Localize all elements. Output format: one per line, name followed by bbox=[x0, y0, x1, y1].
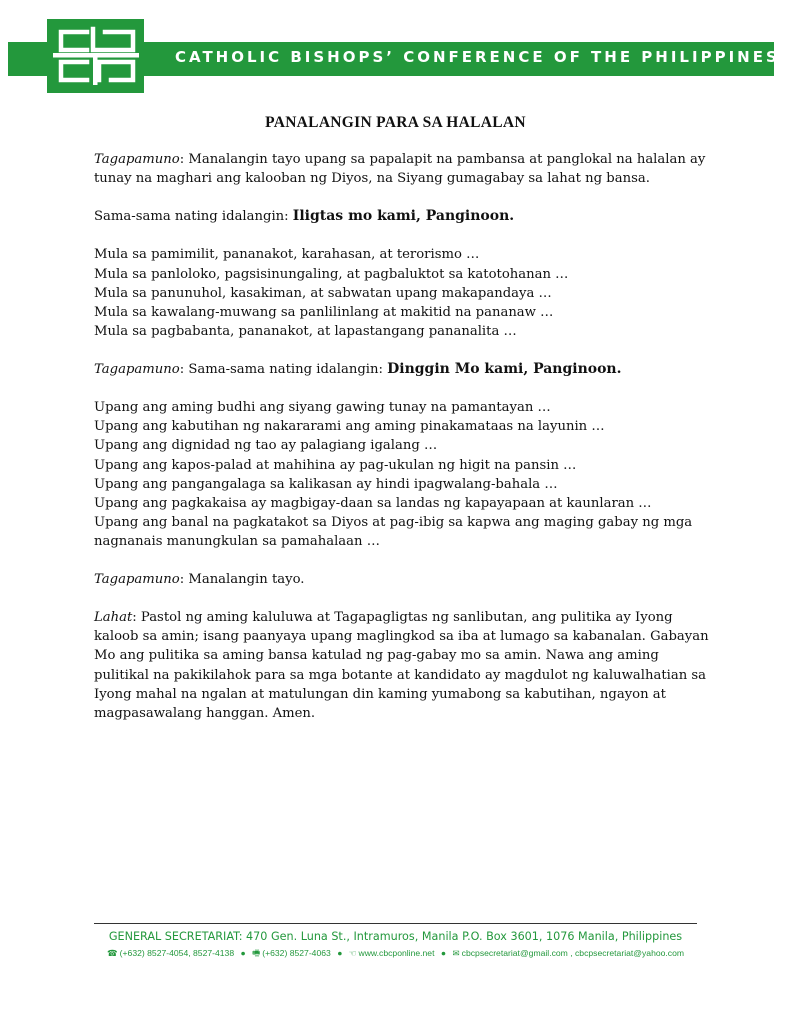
document-title: PANALANGIN PARA SA HALALAN bbox=[265, 114, 526, 131]
list-item: Upang ang pangangalaga sa kalikasan ay hindi ipagwalang-bahala … bbox=[94, 476, 558, 492]
phone-numbers: (+632) 8527-4054, 8527-4138 bbox=[119, 948, 235, 958]
list-item: Upang ang kapos-palad at mahihina ay pag-ukulan ng higit na pansin … bbox=[94, 457, 577, 473]
email-icon: ✉ bbox=[452, 948, 460, 958]
fax-number: (+632) 8527-4063 bbox=[262, 948, 331, 958]
paragraph-invocation bbox=[94, 207, 714, 226]
document-body bbox=[94, 150, 714, 723]
paragraph-text: : Pastol ng aming kaluluwa at Tagapagligtas ng sanlibutan, ang pulitika ay Iyong kaloob sa amin; isang paanyaya upang maglingkod sa iba at lumago sa kabanalan. Gabayan Mo ang pulitika sa aming bansa katulad ng pag-gabay mo sa amin. Nawa ang aming pulitikal na pakikilahok para sa mga botante at kandidato ay magdulot ng kaluwalhatian sa Iyong mahal na ngalan at matulungan din kaming yumabong sa kabutihan, ngayon at magpasawalang hanggan. Amen. bbox=[94, 610, 709, 721]
separator-dot: ● bbox=[440, 948, 447, 958]
leader-label: Tagapamuno bbox=[94, 362, 180, 378]
list-item: Mula sa pamimilit, pananakot, karahasan, at terorismo … bbox=[94, 247, 480, 263]
email-link-1[interactable]: cbcpsecretariat@gmail.com bbox=[461, 948, 568, 958]
org-name: CATHOLIC BISHOPS’ CONFERENCE OF THE PHILIPPINES bbox=[175, 48, 780, 66]
web-icon: ☜ bbox=[348, 948, 357, 958]
paragraph-text: : Manalangin tayo. bbox=[179, 572, 305, 588]
list-item: Upang ang banal na pagkatakot sa Diyos at pag-ibig sa kapwa ang maging gabay ng mga nagnanais manungkulan sa pamahalaan … bbox=[94, 514, 693, 549]
response-text: Iligtas mo kami, Panginoon. bbox=[292, 208, 515, 225]
paragraph-invocation-2 bbox=[94, 360, 714, 379]
paragraph-all bbox=[94, 608, 714, 723]
separator-dot: ● bbox=[240, 948, 246, 958]
list-item: Mula sa panloloko, pagsisinungaling, at pagbaluktot sa katotohanan … bbox=[94, 266, 569, 282]
paragraph-text: : Sama-sama nating idalangin: bbox=[179, 362, 388, 378]
list-item: Mula sa panunuhol, kasakiman, at sabwatan upang makapandaya … bbox=[94, 285, 552, 301]
footer-rule bbox=[94, 923, 697, 924]
phone-icon: ☎ bbox=[106, 948, 118, 958]
list-item: Upang ang dignidad ng tao ay palagiang igalang … bbox=[94, 438, 438, 454]
response-text: Dinggin Mo kami, Panginoon. bbox=[387, 361, 622, 378]
cbcp-logo bbox=[47, 19, 144, 93]
list-item: Mula sa kawalang-muwang sa panlilinlang at makitid na pananaw … bbox=[94, 304, 554, 320]
footer-address: GENERAL SECRETARIAT: 470 Gen. Luna St., Intramuros, Manila P.O. Box 3601, 1076 Manila, Philippines bbox=[108, 930, 683, 943]
email-separator: , bbox=[570, 948, 573, 958]
leader-label: Tagapamuno bbox=[94, 152, 180, 167]
fax-icon: 🖷 bbox=[252, 948, 261, 958]
separator-dot: ● bbox=[337, 948, 343, 958]
paragraph-leader bbox=[94, 570, 714, 589]
website-link[interactable]: www.cbcponline.net bbox=[358, 948, 435, 958]
leader-label: Tagapamuno bbox=[94, 572, 180, 588]
list-item: Mula sa pagbabanta, pananakot, at lapastangang pananalita … bbox=[94, 323, 517, 339]
all-label: Lahat bbox=[94, 610, 133, 626]
list-item: Upang ang pagkakaisa ay magbigay-daan sa landas ng kapayapaan at kaunlaran … bbox=[94, 495, 652, 511]
email-link-2[interactable]: cbcpsecretariat@yahoo.com bbox=[575, 948, 685, 958]
paragraph-text: : Manalangin tayo upang sa papalapit na pambansa at panglokal na halalan ay tunay na maghari ang kalooban ng Diyos, na Siyang gumagabay sa lahat ng bansa. bbox=[94, 152, 706, 187]
paragraph-text: Sama-sama nating idalangin: bbox=[94, 209, 293, 225]
list-item: Upang ang aming budhi ang siyang gawing tunay na pamantayan … bbox=[94, 400, 551, 416]
list-item: Upang ang kabutihan ng nakararami ang aming pinakamataas na layunin … bbox=[94, 419, 605, 435]
paragraph-intro bbox=[94, 150, 714, 188]
footer-contacts bbox=[0, 948, 791, 962]
